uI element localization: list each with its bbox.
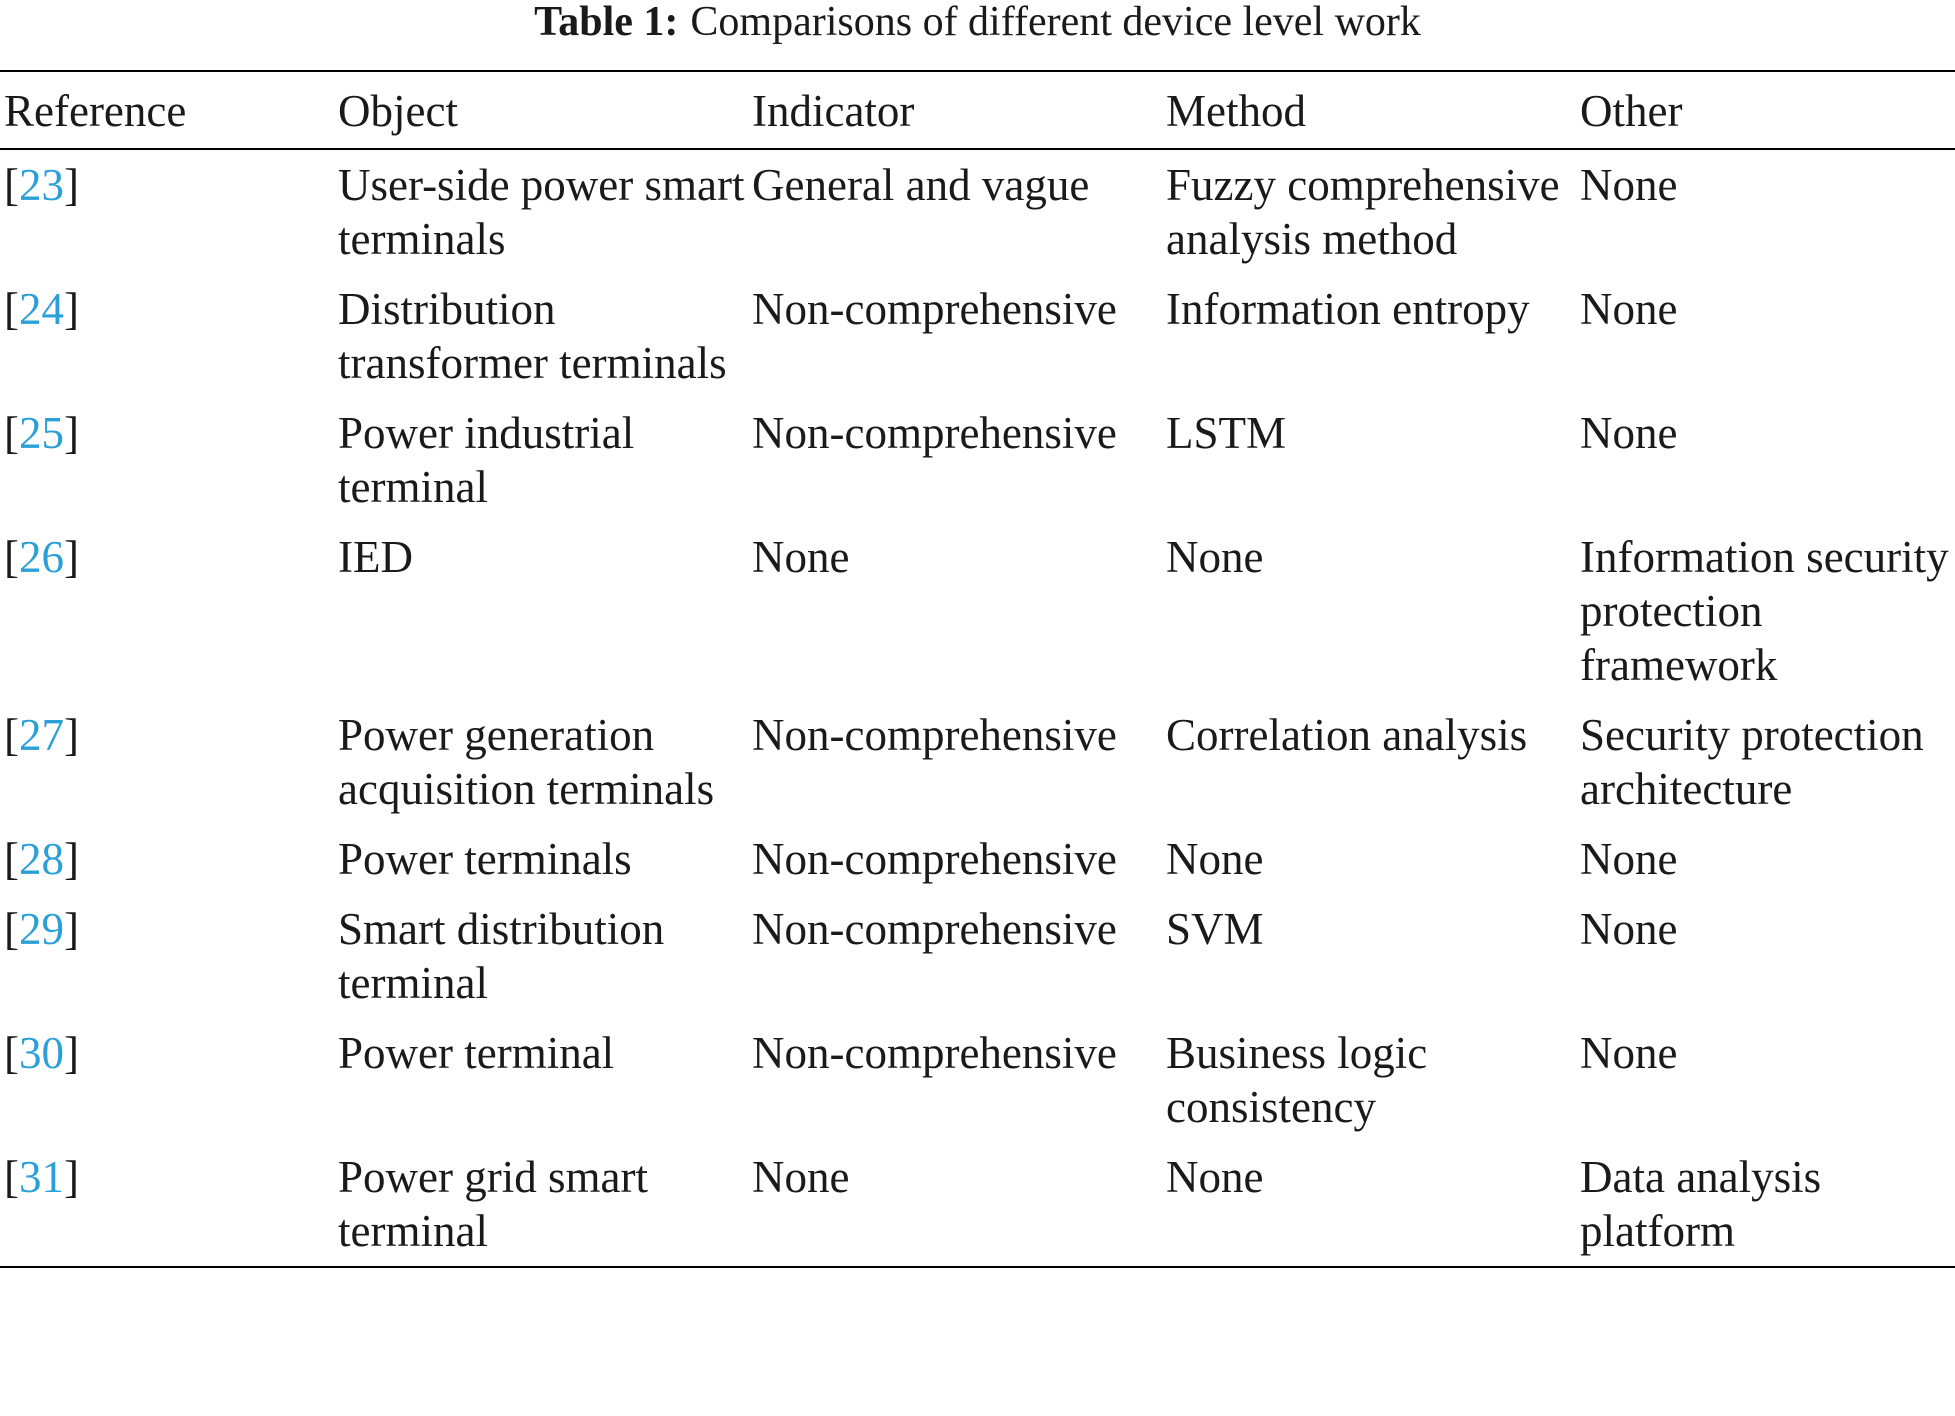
cell-other: None [1580, 160, 1678, 210]
reference-link[interactable]: 24 [19, 284, 64, 334]
cell-indicator: Non-comprehensive [752, 284, 1117, 334]
cell-other: None [1580, 1028, 1678, 1078]
cell-method: Correlation analysis [1166, 710, 1528, 760]
cell-object: Power terminal [338, 1028, 615, 1078]
reference-link[interactable]: 31 [19, 1152, 64, 1202]
cell-object: IED [338, 532, 413, 582]
cell-reference: [29] [4, 904, 79, 954]
cell-object: Smart distribution terminal [338, 904, 665, 1008]
cell-other: None [1580, 284, 1678, 334]
cell-method: None [1166, 834, 1264, 884]
reference-link[interactable]: 29 [19, 904, 64, 954]
comparison-table-container [0, 70, 1955, 1268]
table-row [0, 398, 1955, 522]
cell-object: Power industrial terminal [338, 408, 635, 512]
cell-reference: [23] [4, 160, 79, 210]
cell-other: None [1580, 834, 1678, 884]
cell-other: Information security protection framework [1580, 532, 1949, 690]
cell-object: Power terminals [338, 834, 632, 884]
cell-indicator: None [752, 1152, 850, 1202]
table-header [0, 71, 1955, 149]
cell-object: Power grid smart terminal [338, 1152, 648, 1256]
cell-object: Power generation acquisition terminals [338, 710, 715, 814]
cell-indicator: General and vague [752, 160, 1090, 210]
header-object: Object [338, 86, 458, 136]
reference-link[interactable]: 30 [19, 1028, 64, 1078]
header-row [0, 71, 1955, 149]
cell-other: None [1580, 408, 1678, 458]
cell-method: Information entropy [1166, 284, 1530, 334]
cell-reference: [30] [4, 1028, 79, 1078]
reference-link[interactable]: 25 [19, 408, 64, 458]
table-row [0, 1018, 1955, 1142]
cell-reference: [31] [4, 1152, 79, 1202]
table-row [0, 149, 1955, 274]
cell-object: User-side power smart terminals [338, 160, 745, 264]
table-row [0, 1142, 1955, 1267]
table-row [0, 894, 1955, 1018]
cell-reference: [25] [4, 408, 79, 458]
cell-indicator: None [752, 532, 850, 582]
cell-indicator: Non-comprehensive [752, 834, 1117, 884]
table-row [0, 700, 1955, 824]
cell-other: None [1580, 904, 1678, 954]
table-body [0, 149, 1955, 1267]
cell-other: Data analysis platform [1580, 1152, 1822, 1256]
table-row [0, 274, 1955, 398]
reference-link[interactable]: 27 [19, 710, 64, 760]
reference-link[interactable]: 23 [19, 160, 64, 210]
cell-method: LSTM [1166, 408, 1287, 458]
table-caption-text: Comparisons of different device level work [690, 0, 1421, 45]
cell-method: None [1166, 1152, 1264, 1202]
cell-indicator: Non-comprehensive [752, 408, 1117, 458]
cell-reference: [28] [4, 834, 79, 884]
cell-reference: [27] [4, 710, 79, 760]
table-row [0, 824, 1955, 894]
cell-reference: [24] [4, 284, 79, 334]
cell-method: SVM [1166, 904, 1264, 954]
header-indicator: Indicator [752, 86, 915, 136]
reference-link[interactable]: 28 [19, 834, 64, 884]
reference-link[interactable]: 26 [19, 532, 64, 582]
cell-indicator: Non-comprehensive [752, 904, 1117, 954]
cell-method: Fuzzy comprehensive analysis method [1166, 160, 1560, 264]
header-method: Method [1166, 86, 1306, 136]
cell-indicator: Non-comprehensive [752, 1028, 1117, 1078]
cell-reference: [26] [4, 532, 79, 582]
cell-indicator: Non-comprehensive [752, 710, 1117, 760]
cell-other: Security protection architecture [1580, 710, 1924, 814]
table-caption-label: Table 1: [534, 0, 679, 45]
table-row [0, 522, 1955, 700]
cell-method: Business logic consistency [1166, 1028, 1428, 1132]
comparison-table [0, 70, 1955, 1268]
cell-object: Distribution transformer terminals [338, 284, 727, 388]
cell-method: None [1166, 532, 1264, 582]
table-caption [0, 0, 1955, 44]
header-reference: Reference [4, 86, 187, 136]
header-other: Other [1580, 86, 1683, 136]
